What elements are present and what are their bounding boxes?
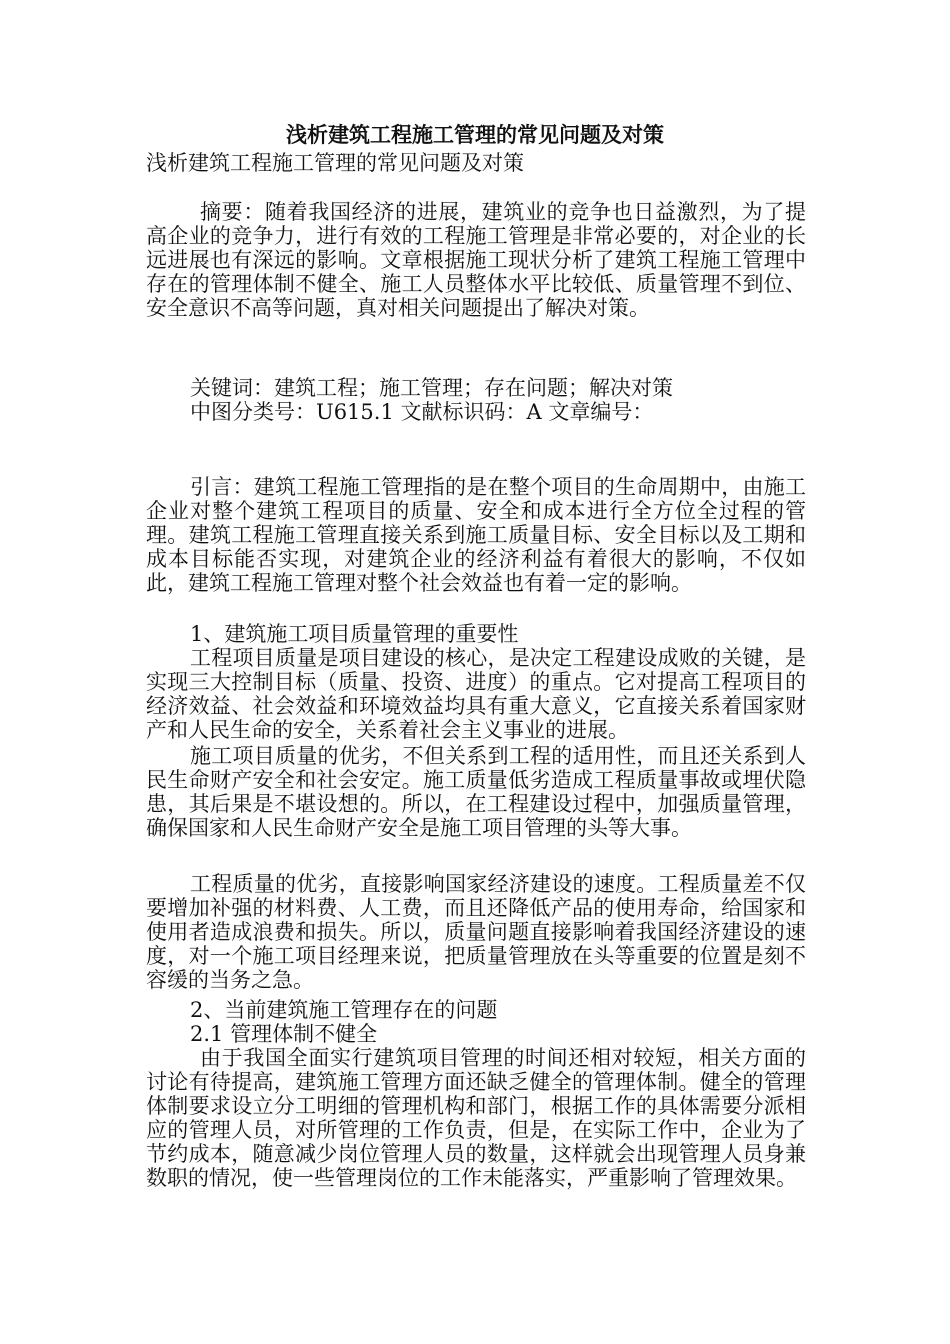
intro-paragraph: 引言：建筑工程施工管理指的是在整个项目的生命周期中，由施工企业对整个建筑工程项目的质量、安全和成本进行全方位全过程的管理。建筑工程施工管理直接关系到施工质量目标、安全目标以及工期和成本目标能否实现，对建筑企业的经济利益有着很大的影响，不仅如此，建筑工程施工管理对整个社会效益也有着一定的影响。 — [146, 475, 806, 595]
section-1-heading: 1、建筑施工项目质量管理的重要性 — [190, 622, 519, 646]
section-1-paragraph-3: 工程质量的优劣，直接影响国家经济建设的速度。工程质量差不仅要增加补强的材料费、人工费，而且还降低产品的使用寿命，给国家和使用者造成浪费和损失。所以，质量问题直接影响着我国经济建设的速度，对一个施工项目经理来说，把质量管理放在头等重要的位置是刻不容缓的当务之急。 — [146, 872, 806, 992]
keywords-line: 关键词：建筑工程；施工管理；存在问题；解决对策 — [190, 376, 673, 400]
section-1-paragraph-1: 工程项目质量是项目建设的核心，是决定工程建设成败的关键，是实现三大控制目标（质量、投资、进度）的重点。它对提高工程项目的经济效益、社会效益和环境效益均具有重大意义，它直接关系着国家财产和人民生命的安全，关系着社会主义事业的进展。 — [146, 646, 806, 742]
section-2-heading: 2、当前建筑施工管理存在的问题 — [190, 998, 498, 1022]
classification-line: 中图分类号：U615.1 文献标识码：A 文章编号： — [190, 400, 654, 424]
section-2-1-paragraph-1: 由于我国全面实行建筑项目管理的时间还相对较短，相关方面的讨论有待提高，建筑施工管理方面还缺乏健全的管理体制。健全的管理体制要求设立分工明细的管理机构和部门，根据工作的具体需要分派相应的管理人员，对所管理的工作负责，但是，在实际工作中，企业为了节约成本，随意减少岗位管理人员的数量，这样就会出现管理人员身兼数职的情况，使一些管理岗位的工作未能落实，严重影响了管理效果。 — [146, 1046, 806, 1190]
section-1-paragraph-2: 施工项目质量的优劣，不但关系到工程的适用性，而且还关系到人民生命财产安全和社会安定。施工质量低劣造成工程质量事故或埋伏隐患，其后果是不堪设想的。所以，在工程建设过程中，加强质量管理，确保国家和人民生命财产安全是施工项目管理的头等大事。 — [146, 744, 806, 840]
abstract-paragraph: 摘要：随着我国经济的进展，建筑业的竞争也日益激烈，为了提高企业的竞争力，进行有效的工程施工管理是非常必要的，对企业的长远进展也有深远的影响。文章根据施工现状分析了建筑工程施工管理中存在的管理体制不健全、施工人员整体水平比较低、质量管理不到位、安全意识不高等问题，真对相关问题提出了解决对策。 — [146, 200, 806, 320]
document-title: 浅析建筑工程施工管理的常见问题及对策 — [286, 122, 664, 147]
document-subtitle: 浅析建筑工程施工管理的常见问题及对策 — [146, 151, 524, 175]
section-2-1-heading: 2.1 管理体制不健全 — [190, 1022, 378, 1046]
